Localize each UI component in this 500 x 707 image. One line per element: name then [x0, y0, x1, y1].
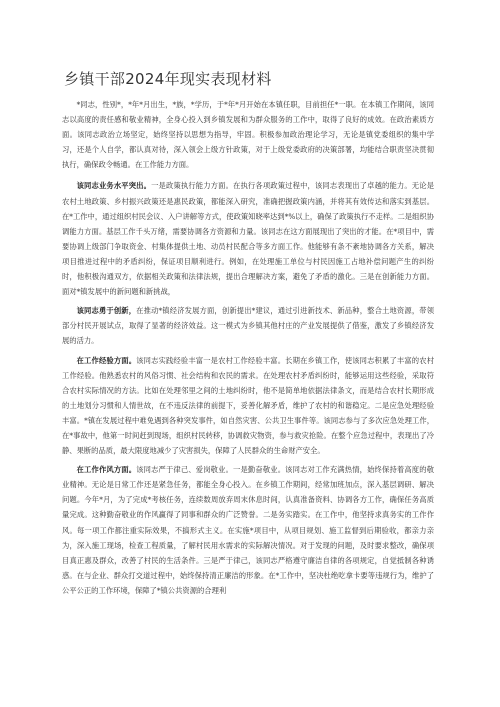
document-body	[62, 97, 434, 602]
paragraph-intro	[62, 97, 434, 172]
page-title: 乡镇干部2024年现实表现材料	[64, 70, 272, 88]
paragraph-text: 一是政策执行能力方面。在执行各项政策过程中，该同志表现出了卓越的能力。无论是农村土地政策、乡村振兴政策还是惠民政策，都能深入研究，准确把握政策内涵，并将其有效传达和落实到基层。在*工作中，通过组织村民会议、入户讲解等方式，使政策知晓率达到*%以上，确保了政策执行不走样。二是组织协调能力方面。基层工作千头万绪，需要协调各方资源和力量。该同志在这方面展现出了突出的才能。在*项目中，需要协调上级部门争取资金、村集体提供土地、动员村民配合等多方面工作。他能够有条不紊地协调各方关系，解决项目推进过程中的矛盾纠纷，保证项目顺利进行。例如，在处理施工单位与村民因施工占地补偿问题产生的纠纷时，他积极沟通双方，依据相关政策和法律法规，提出合理解决方案，避免了矛盾的激化。三是在创新能力方面。面对*镇发展中的新问题和新挑战，	[62, 181, 435, 297]
paragraph-text: *同志，性别*，*年*月出生，*族，*学历，于*年*月开始在本镇任职，目前担任*一职。在本镇工作期间，该同志以高度的责任感和敬业精神，全身心投入到乡镇发展和为群众服务的工作中，取得了良好的成效。在政治素质方面。该同志政治立场坚定，始终坚持以思想为指导，牢固。积极参加政治理论学习，无论是镇党委组织的集中学习，还是个人自学，都认真对待，深入领会上级方针政策，对于上级党委政府的决策部署，均能结合职责坚决贯彻执行，确保政令畅通。在工作能力方面。	[62, 100, 434, 170]
paragraph-experience	[62, 353, 434, 459]
paragraph-business-level	[62, 178, 434, 299]
paragraph-text: 该同志实践经验丰富一是农村工作经验丰富。长期在乡镇工作，使该同志积累了丰富的农村工作经验。他熟悉农村的风俗习惯、社会结构和农民的需求。在处理农村矛盾纠纷时，能够运用这些经验，采取符合农村实际情况的方法。比如在处理邻里之间的土地纠纷时，他不是简单地依据法律条文，而是结合农村长期形成的土地划分习惯和人情世故，在不违反法律的前提下，妥善化解矛盾，维护了农村的和谐稳定。二是应急处理经验丰富。*镇在发展过程中难免遇到各种突发事件，如自然灾害、公共卫生事件等。该同志参与了多次应急处理工作，在*事故中，他第一时间赶到现场，组织村民转移，协调救灾物资，参与救灾抢险。在整个应急过程中，表现出了冷静、果断的品质，最大限度地减少了灾害损失，保障了人民群众的生命财产安全。	[62, 355, 434, 456]
paragraph-text: 在推动*镇经济发展方面，创新提出*建议，通过引进新技术、新品种，整合土地资源，带领部分村民开展试点，取得了显著的经济效益。这一模式为乡镇其他村庄的产业发展提供了借鉴，激发了乡镇经济发展的活力。	[62, 306, 435, 346]
paragraph-work-style	[62, 462, 434, 598]
paragraph-text: 该同志严于律己、爱岗敬业。一是勤奋敬业。该同志对工作充满热情，始终保持着高度的敬业精神。无论是日常工作还是紧急任务，都能全身心投入。在乡镇工作期间，经常加班加点，深入基层调研、解决问题。今年*月，为了完成*考核任务，连续数周放弃周末休息时间，认真准备资料、协调各方工作，确保任务高质量完成。这种勤奋敬业的作风赢得了同事和群众的广泛赞誉。二是务实踏实。在工作中，他坚持求真务实的工作作风。每一项工作都注重实际效果，不搞形式主义。在实施*项目中，从项目规划、施工监督到后期验收，都亲力亲为，深入施工现场，检查工程质量，了解村民用水需求的实际解决情况。对于发现的问题，及时要求整改，确保项目真正惠及群众，改善了村民的生活条件。三是严于律己，该同志严格遵守廉洁自律的各项规定，自觉抵制各种诱惑。在与企业、群众打交道过程中，始终保持清正廉洁的形象。在*工作中，坚决杜绝吃拿卡要等违规行为，维护了公平公正的工作环境，保障了*镇公共资源的合理利	[62, 465, 434, 595]
paragraph-innovation	[62, 303, 434, 348]
paragraph-lead: 在工作经验方面。	[76, 355, 137, 365]
paragraph-lead: 在工作作风方面。	[76, 465, 137, 475]
paragraph-lead: 该同志勇于创新，	[76, 306, 137, 316]
paragraph-lead: 该同志业务水平突出。	[76, 181, 152, 191]
